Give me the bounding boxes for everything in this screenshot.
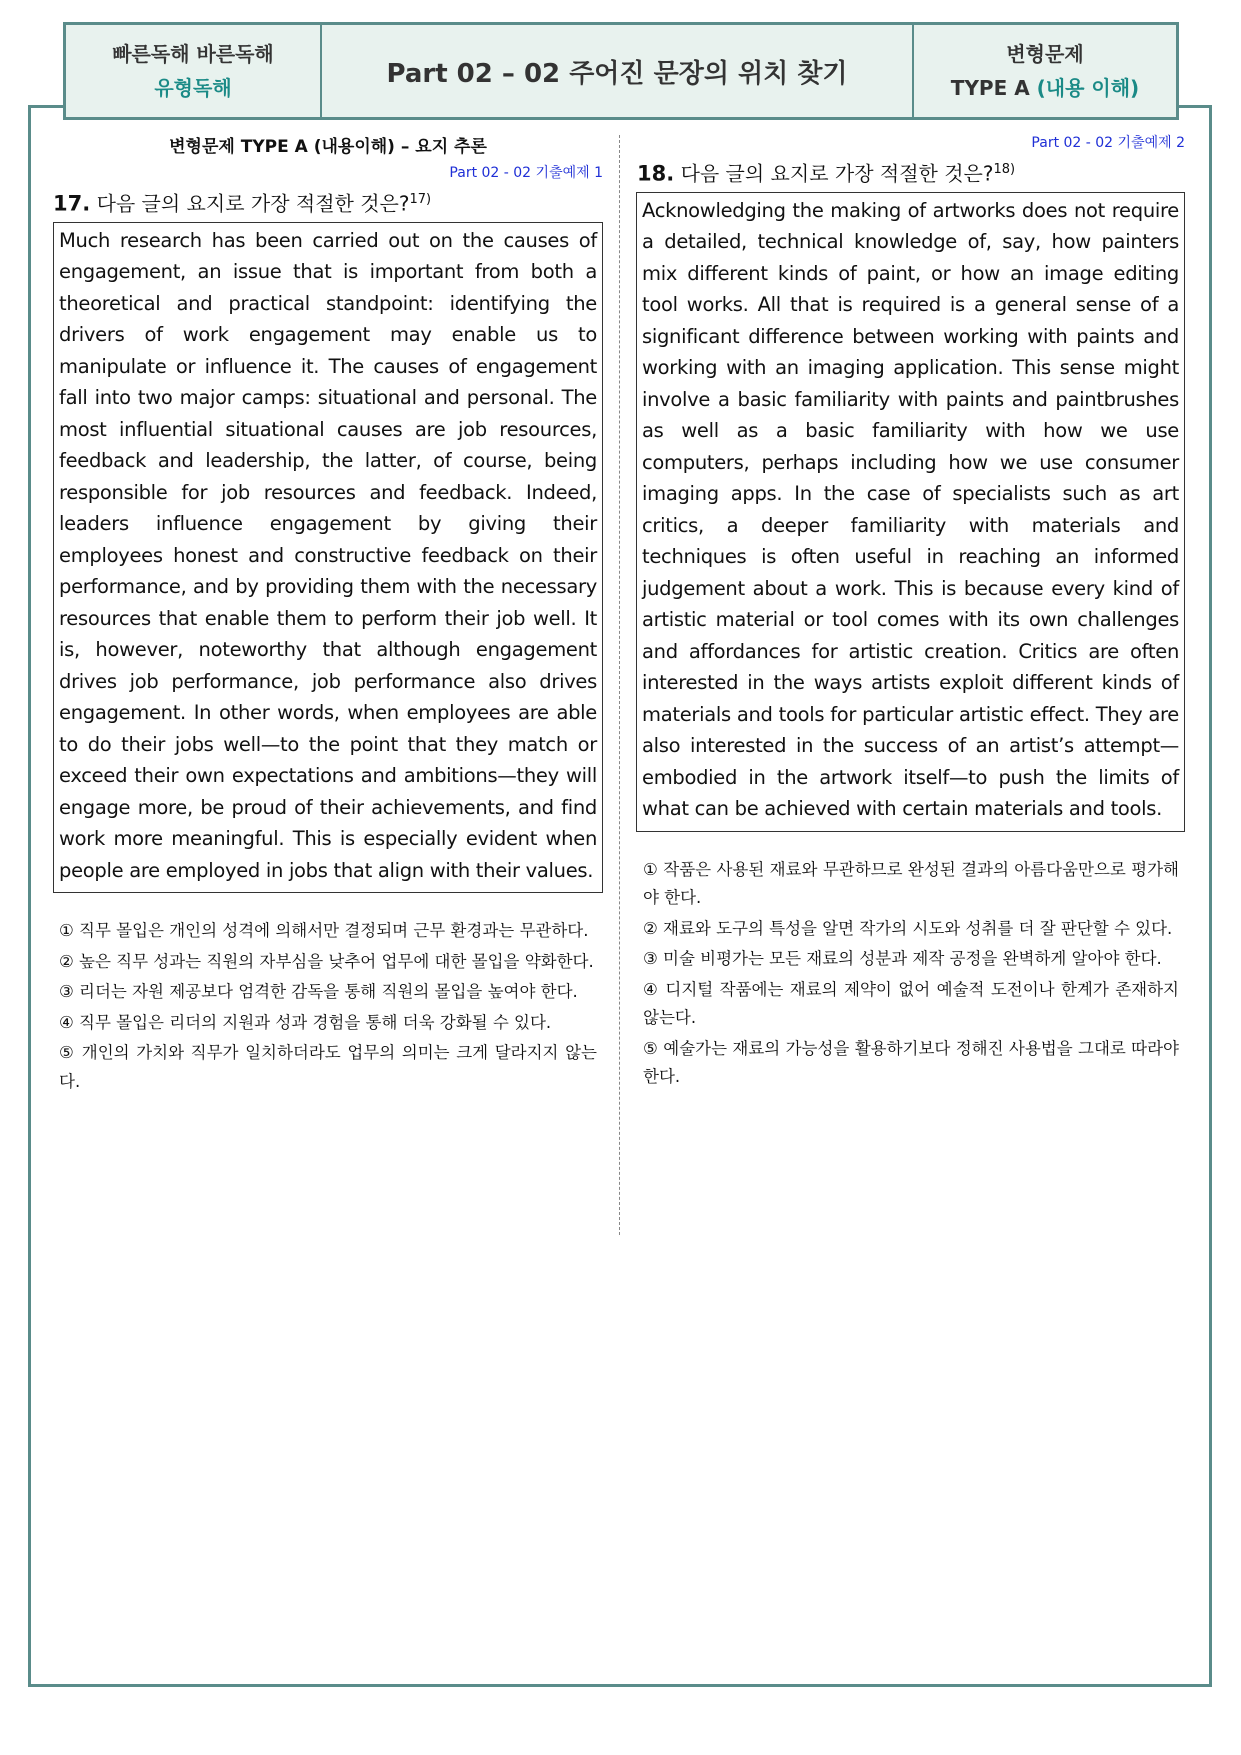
question-source: Part 02 - 02 기출예제 2 (1031, 135, 1185, 151)
question-text: 다음 글의 요지로 가장 적절한 것은? (96, 191, 410, 216)
book-title: 빠른독해 바른독해 (112, 42, 274, 66)
question-number: 18. (637, 161, 675, 186)
chapter-title: Part 02 – 02 주어진 문장의 위치 찾기 (386, 58, 848, 89)
reading-passage: Acknowledging the making of artworks does not require a detailed, technical knowledge of, say, how painters mix different kinds of paint, or how an image editing tool works. All that is required is a general sense of a significant difference between working with paints and working with an imaging application. This sense might involve a basic familiarity with paints and paintbrushes as well as a basic familiarity with how we use computers, perhaps including how we use consumer imaging apps. In the case of specialists such as art critics, a deeper familiarity with materials and techniques is often useful in reaching an informed judgement about a work. This is because every kind of artistic material or tool comes with its own challenges and affordances for artistic creation. Critics are often interested in the ways artists exploit different kinds of materials and tools for particular artistic effect. They are also interested in the success of an artist’s attempt—embodied in the artwork itself—to push the limits of what can be achieved with certain materials and tools. (636, 192, 1185, 832)
answer-choice[interactable]: ③ 리더는 자원 제공보다 엄격한 감독을 통해 직원의 몰입을 높여야 한다. (59, 982, 578, 1002)
header-chapter (322, 25, 914, 117)
answer-choice[interactable]: ② 재료와 도구의 특성을 알면 작가의 시도와 성취를 더 잘 판단할 수 있다. (643, 918, 1173, 938)
question-prompt (637, 156, 1185, 188)
question-text: 다음 글의 요지로 가장 적절한 것은? (680, 161, 994, 186)
section-title: 변형문제 TYPE A (내용이해) – 요지 추론 (169, 137, 487, 157)
type-description: (내용 이해) (1036, 76, 1140, 100)
header (63, 22, 1179, 120)
book-subtitle: 유형독해 (154, 76, 232, 100)
header-type (914, 25, 1176, 117)
type-code: TYPE A (950, 76, 1030, 100)
footnote-marker: 17) (409, 192, 432, 207)
reading-passage: Much research has been carried out on the causes of engagement, an issue that is important from both a theoretical and practical standpoint: identifying the drivers of work engagement may enable us to manipulate or influence it. The causes of engagement fall into two major camps: situational and personal. The most influential situational causes are job resources, feedback and leadership, the latter, of course, being responsible for job resources and feedback. Indeed, leaders influence engagement by giving their employees honest and constructive feedback on their performance, and by providing them with the necessary resources that enable them to perform their job well. It is, however, noteworthy that although engagement drives job performance, job performance also drives engagement. In other words, when employees are able to do their jobs well—to the point that they match or exceed their own expectations and ambitions—they will engage more, be proud of their achievements, and find work more meaningful. This is especially evident when people are employed in jobs that align with their values. (53, 222, 603, 894)
question-source: Part 02 - 02 기출예제 1 (449, 165, 603, 181)
answer-choice[interactable]: ① 직무 몰입은 개인의 성격에 의해서만 결정되며 근무 환경과는 무관하다. (59, 921, 589, 941)
answer-choices (53, 917, 603, 1096)
answer-choice[interactable]: ② 높은 직무 성과는 직원의 자부심을 낮추어 업무에 대한 몰입을 약화한다. (59, 951, 594, 971)
column-divider (619, 135, 620, 1235)
type-label: 변형문제 (1006, 42, 1084, 66)
answer-choice[interactable]: ④ 직무 몰입은 리더의 지원과 성과 경험을 통해 더욱 강화될 수 있다. (59, 1012, 552, 1032)
header-book-title (66, 25, 322, 117)
question-17 (53, 132, 603, 1098)
answer-choices (637, 856, 1185, 1092)
question-18 (637, 132, 1185, 1094)
answer-choice[interactable]: ③ 미술 비평가는 모든 재료의 성분과 제작 공정을 완벽하게 알아야 한다. (643, 949, 1162, 969)
answer-choice[interactable]: ④ 디지털 작품에는 재료의 제약이 없어 예술적 도전이나 한계가 존재하지 않는다. (643, 979, 1179, 1028)
answer-choice[interactable]: ① 작품은 사용된 재료와 무관하므로 완성된 결과의 아름다움만으로 평가해야 한다. (643, 859, 1179, 908)
type-value (951, 71, 1139, 105)
answer-choice[interactable]: ⑤ 개인의 가치와 직무가 일치하더라도 업무의 의미는 크게 달라지지 않는다. (59, 1043, 597, 1091)
answer-choice[interactable]: ⑤ 예술가는 재료의 가능성을 활용하기보다 정해진 사용법을 그대로 따라야 한다. (643, 1038, 1179, 1087)
footnote-marker: 18) (993, 162, 1016, 177)
question-prompt (53, 186, 603, 218)
question-number: 17. (53, 191, 91, 216)
